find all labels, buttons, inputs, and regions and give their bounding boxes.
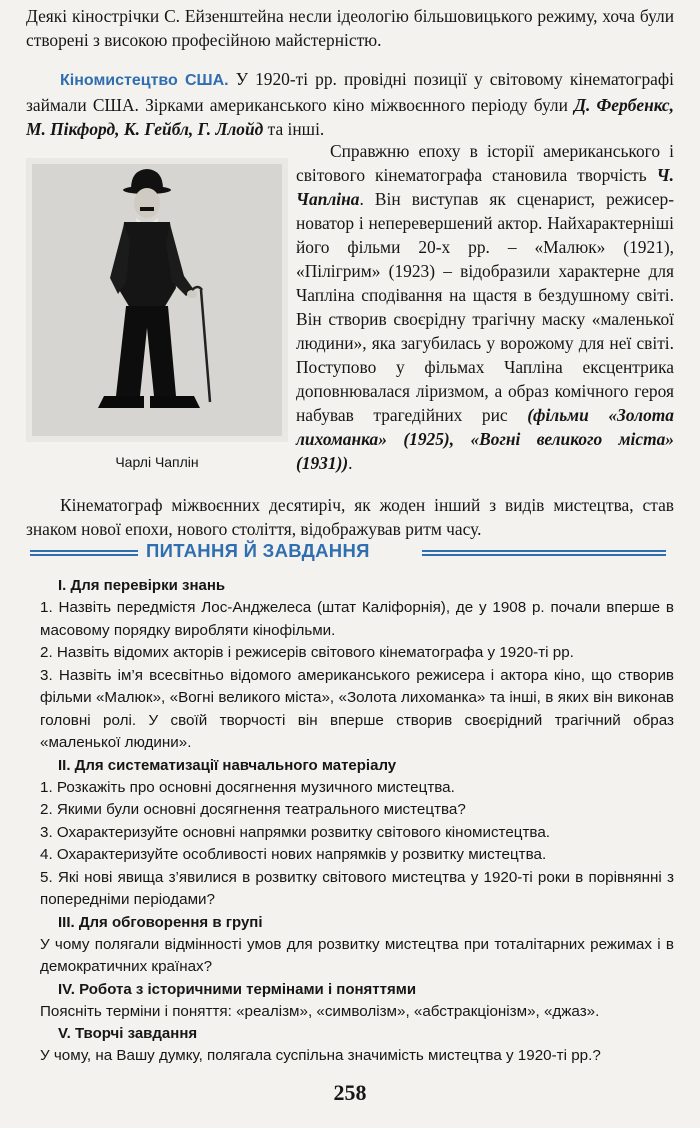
page-number: 258 xyxy=(333,1080,367,1105)
photo-caption: Чарлі Чаплін xyxy=(115,454,199,470)
section-title: ПИТАННЯ Й ЗАВДАННЯ xyxy=(146,540,370,561)
header-rule-right xyxy=(422,550,666,556)
task-item: 1. Назвіть передмістя Лос-Анджелеса (штат Каліфорнія), де у 1908 р. почали вперше в масовому порядку виробляти кінофільми. xyxy=(40,599,674,639)
usa-cinema-heading: Кіномистецтво США. xyxy=(60,72,229,89)
group-title: IV. Робота з історичними термінами і поняттями xyxy=(58,980,417,998)
group-title: ІІ. Для систематизації навчального матеріалу xyxy=(58,756,397,774)
chaplin-films: (фільми «Золота лихоманка» (1925), «Вогні великого міста» (1931)) xyxy=(296,405,675,473)
task-item: 3. Охарактеризуйте основні напрямки розвитку світового кіномистецтва. xyxy=(40,823,550,841)
task-group-systematization xyxy=(40,755,674,912)
task-group-creative xyxy=(40,1023,674,1068)
chaplin-text-part3: . xyxy=(348,453,353,473)
task-item: 3. Назвіть ім’я всесвітньо відомого американського режисера і актора кіно, що створив фільми «Малюк», «Вогні великого міста», «Золота лихоманка» та інші, в яких він виконав головні ролі. У своїй творчості він вперше створив своєрідний трагічний образ «маленької людини». xyxy=(40,666,674,751)
task-item: У чому, на Вашу думку, полягала суспільна значимість мистецтва у 1920-ті рр.? xyxy=(40,1047,601,1064)
usa-cinema-paragraph xyxy=(26,67,674,141)
conclusion-paragraph: Кінематограф міжвоєнних десятиріч, як жоден інший з видів мистецтва, став знаком нової епохи, нового століття, відображував ритм часу. xyxy=(26,495,674,539)
intro-paragraph: Деякі кінострічки С. Ейзенштейна несли ідеологію більшовицького режиму, хоча були створені з високою професійною майстерністю. xyxy=(26,6,674,50)
task-item: 2. Якими були основні досягнення театрального мистецтва? xyxy=(40,801,466,818)
task-item: 1. Розкажіть про основні досягнення музичного мистецтва. xyxy=(40,778,455,796)
task-item: 2. Назвіть відомих акторів і режисерів світового кінематографа у 1920-ті рр. xyxy=(40,644,574,661)
chaplin-text-part1: Справжню епоху в історії американського і світового кінематографа становила творчість xyxy=(296,141,674,185)
group-title: V. Творчі завдання xyxy=(58,1025,198,1042)
chaplin-name: Ч. Чапліна xyxy=(296,165,674,209)
task-item: Поясніть терміни і поняття: «реалізм», «символізм», «абстракціонізм», «джаз». xyxy=(40,1002,600,1020)
task-item: 4. Охарактеризуйте особливості нових напрямків у розвитку мистецтва. xyxy=(40,846,547,863)
group-title: ІІІ. Для обговорення в групі xyxy=(58,913,263,931)
usa-star-names: Д. Фербенкс, М. Пікфорд, К. Гейбл, Г. Ллойд xyxy=(26,95,674,139)
usa-text-part2: та інші. xyxy=(263,119,325,139)
task-item: 5. Які нові явища з’явилися в розвитку світового мистецтва у 1920-ті роки в порівнянні з попередніми періодами? xyxy=(40,868,674,908)
task-group-discussion xyxy=(40,912,674,979)
section-header xyxy=(26,540,674,570)
chaplin-paragraph xyxy=(296,139,674,475)
group-title: І. Для перевірки знань xyxy=(58,577,226,594)
header-rule-left xyxy=(30,550,138,556)
task-group-knowledge xyxy=(40,575,674,755)
usa-text-part1: У 1920-ті рр. провідні позиції у світовому кінематографі займали США. Зірками американського кіно міжвоєнного періоду були xyxy=(26,69,674,115)
chaplin-text-part2: . Він виступав як сценарист, режисер-новатор і неперевершений актор. Найхарактерніші його фільми 20-х рр. – «Малюк» (1921), «Пілігрим» (1923) – відобразили характерне для Чапліна сподівання на щастя в бездушному світі. Він створив своєрідну трагічну маску «маленької людини», яка загубилась у ворожому для неї світі. Поступово у фільмах Чапліна ексцентрика доповнювалася ліризмом, а образ комічного героя набував трагедійних рис xyxy=(296,189,674,425)
task-group-terms xyxy=(40,979,674,1024)
chaplin-photo xyxy=(26,158,288,442)
task-item: У чому полягали відмінності умов для розвитку мистецтва при тоталітарних режимах і в демократичних країнах? xyxy=(40,935,674,975)
tasks-list xyxy=(40,575,674,1068)
